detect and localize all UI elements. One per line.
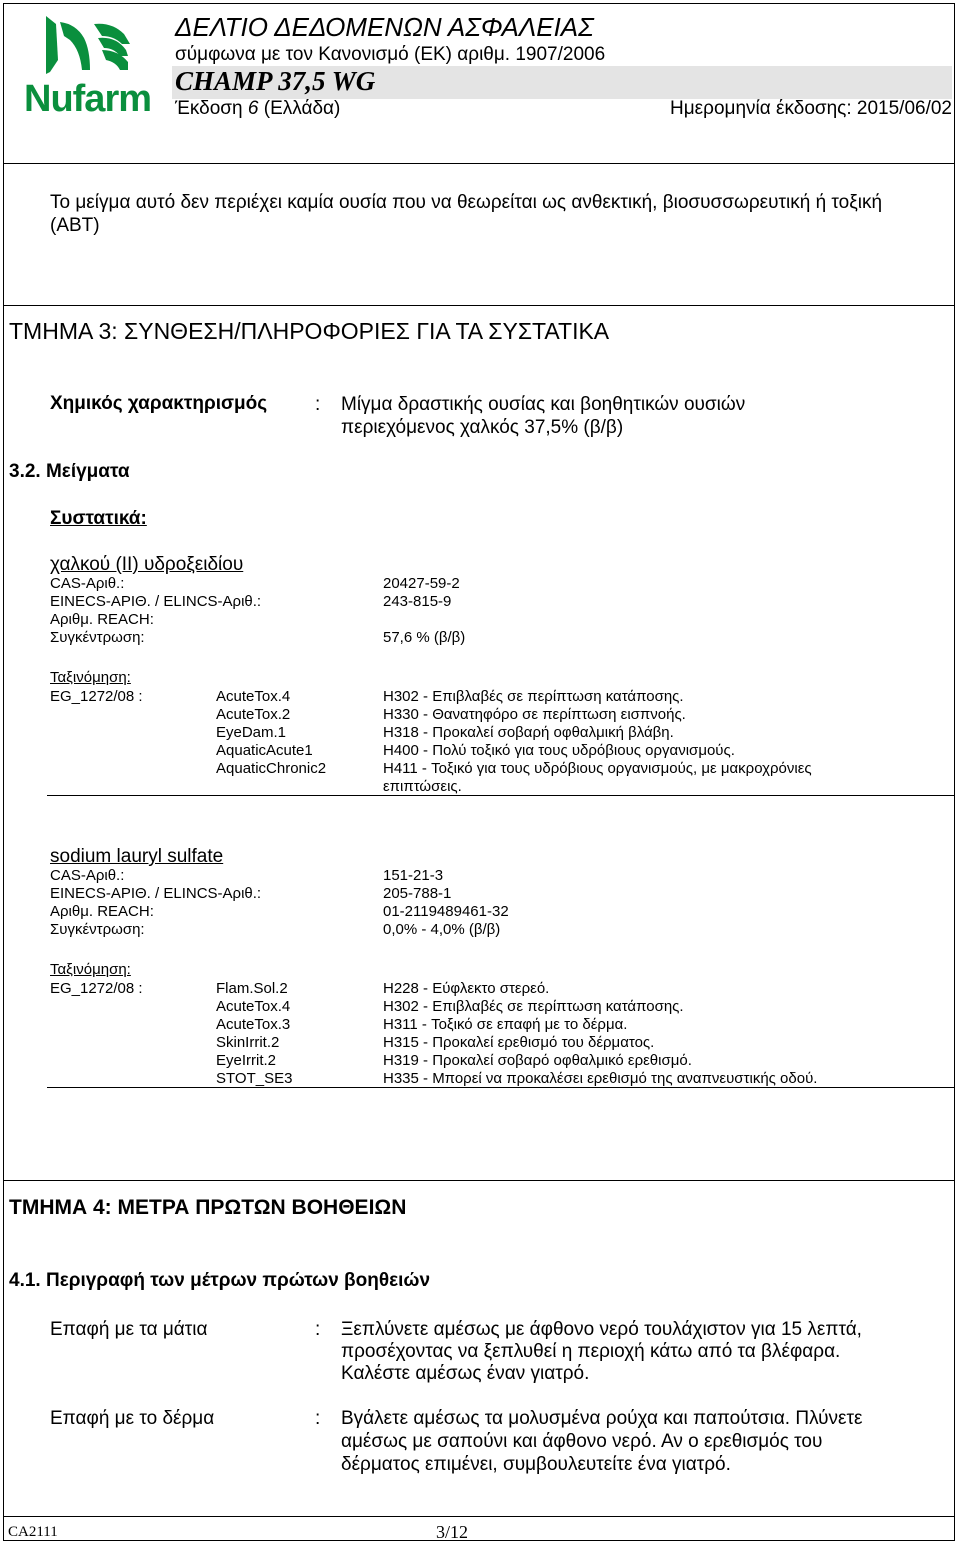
skin-contact-label: Επαφή με το δέρμα	[50, 1408, 215, 1429]
hazard-class: AcuteTox.4	[216, 998, 291, 1015]
cas-label: CAS-Αριθ.:	[50, 575, 125, 592]
ingredient-divider	[47, 1087, 955, 1088]
einecs-label: EINECS-ΑΡΙΘ. / ELINCS-Αριθ.:	[50, 593, 262, 610]
eye-contact-colon: :	[315, 1319, 321, 1340]
regulation-ref: EG_1272/08 :	[50, 980, 143, 997]
hazard-statement: H330 - Θανατηφόρο σε περίπτωση εισπνοής.	[383, 706, 686, 723]
eye-contact-label: Επαφή με τα μάτια	[50, 1319, 208, 1340]
einecs-label: EINECS-ΑΡΙΘ. / ELINCS-Αριθ.:	[50, 885, 262, 902]
chem-colon: :	[315, 394, 321, 415]
concentration-value: 57,6 % (β/β)	[383, 629, 466, 646]
section3-title: ΤΜΗΜΑ 3: ΣΥΝΘΕΣΗ/ΠΛΗΡΟΦΟΡΙΕΣ ΓΙΑ ΤΑ ΣΥΣΤΑΤΙΚΑ	[9, 318, 610, 344]
hazard-class: AcuteTox.4	[216, 688, 291, 705]
section4-title: ΤΜΗΜΑ 4: ΜΕΤΡΑ ΠΡΩΤΩΝ ΒΟΗΘΕΙΩΝ	[9, 1196, 407, 1219]
classification-label: Ταξινόμηση:	[50, 669, 131, 686]
chem-value-line2: περιεχόμενος χαλκός 37,5% (β/β)	[341, 417, 624, 438]
concentration-label: Συγκέντρωση:	[50, 629, 145, 646]
reach-label: Αριθμ. REACH:	[50, 903, 154, 920]
section-divider	[3, 1180, 955, 1181]
hazard-statement: H311 - Τοξικό σε επαφή με το δέρμα.	[383, 1016, 628, 1033]
ingredient-name: χαλκού (II) υδροξειδίου	[50, 554, 244, 575]
hazard-class: SkinIrrit.2	[216, 1034, 280, 1051]
hazard-statement: H228 - Εύφλεκτο στερεό.	[383, 980, 550, 997]
section-divider	[3, 305, 955, 306]
reach-label: Αριθμ. REACH:	[50, 611, 154, 628]
ingredients-heading: Συστατικά:	[50, 508, 147, 529]
hazard-statement: επιπτώσεις.	[383, 778, 462, 795]
cas-value: 151-21-3	[383, 867, 444, 884]
document-title: ΔΕΛΤΙΟ ΔΕΔΟΜΕΝΩΝ ΑΣΦΑΛΕΙΑΣ	[175, 12, 594, 42]
hazard-statement: H335 - Μπορεί να προκαλέσει ερεθισμό της αναπνευστικής οδού.	[383, 1070, 818, 1087]
pbt-statement-line1: Το μείγμα αυτό δεν περιέχει καμία ουσία που να θεωρείται ως ανθεκτική, βιοσυσσωρευτική ή τοξική	[50, 192, 883, 213]
hazard-statement: H400 - Πολύ τοξικό για τους υδρόβιους οργανισμούς.	[383, 742, 735, 759]
chem-characterization-label: Χημικός χαρακτηρισμός	[50, 393, 268, 414]
eye-contact-text: Ξεπλύνετε αμέσως με άφθονο νερό τουλάχιστον για 15 λεπτά,	[341, 1319, 862, 1340]
hazard-class: AcuteTox.3	[216, 1016, 291, 1033]
eye-contact-text: προσέχοντας να ξεπλυθεί η περιοχή κάτω από τα βλέφαρα.	[341, 1341, 841, 1362]
ingredient-name: sodium lauryl sulfate	[50, 846, 224, 867]
hazard-class: EyeDam.1	[216, 724, 287, 741]
hazard-statement: H411 - Τοξικό για τους υδρόβιους οργανισμούς, με μακροχρόνιες	[383, 760, 812, 777]
hazard-class: STOT_SE3	[216, 1070, 293, 1087]
edition	[175, 98, 340, 120]
product-name: CHAMP 37,5 WG	[175, 66, 376, 96]
nufarm-logo	[24, 14, 154, 118]
hazard-statement: H302 - Επιβλαβές σε περίπτωση κατάποσης.	[383, 688, 684, 705]
cas-value: 20427-59-2	[383, 575, 460, 592]
eye-contact-text: Καλέστε αμέσως έναν γιατρό.	[341, 1363, 590, 1384]
regulation-subtitle: σύμφωνα με τον Κανονισμό (ΕΚ) αριθμ. 1907/2006	[175, 44, 606, 65]
chem-value-line1: Μίγμα δραστικής ουσίας και βοηθητικών ουσιών	[341, 394, 746, 415]
concentration-value: 0,0% - 4,0% (β/β)	[383, 921, 501, 938]
issue-date: Ημερομηνία έκδοσης: 2015/06/02	[670, 98, 952, 119]
logo-wordmark: Nufarm	[24, 78, 152, 120]
first-aid-subtitle: 4.1. Περιγραφή των μέτρων πρώτων βοηθειών	[9, 1270, 431, 1291]
document-code: CA2111	[8, 1524, 58, 1540]
hazard-class: AquaticAcute1	[216, 742, 313, 759]
pbt-statement-line2: (ΑΒΤ)	[50, 215, 100, 236]
footer-divider	[3, 1516, 955, 1517]
edition-country: (Ελλάδα)	[263, 98, 341, 119]
hazard-statement: H302 - Επιβλαβές σε περίπτωση κατάποσης.	[383, 998, 684, 1015]
hazard-class: AquaticChronic2	[216, 760, 327, 777]
header-divider	[3, 163, 955, 164]
mixtures-subtitle: 3.2. Μείγματα	[9, 461, 130, 482]
hazard-class: AcuteTox.2	[216, 706, 291, 723]
einecs-value: 205-788-1	[383, 885, 452, 902]
hazard-statement: H315 - Προκαλεί ερεθισμό του δέρματος.	[383, 1034, 655, 1051]
hazard-statement: H319 - Προκαλεί σοβαρό οφθαλμικό ερεθισμό.	[383, 1052, 692, 1069]
skin-contact-text: Βγάλετε αμέσως τα μολυσμένα ρούχα και παπούτσια. Πλύνετε	[341, 1408, 863, 1429]
cas-label: CAS-Αριθ.:	[50, 867, 125, 884]
concentration-label: Συγκέντρωση:	[50, 921, 145, 938]
edition-number: 6	[247, 98, 259, 119]
page-number: 3/12	[436, 1522, 469, 1542]
einecs-value: 243-815-9	[383, 593, 452, 610]
hazard-class: Flam.Sol.2	[216, 980, 288, 997]
hazard-class: EyeIrrit.2	[216, 1052, 277, 1069]
skin-contact-colon: :	[315, 1408, 321, 1429]
hazard-statement: H318 - Προκαλεί σοβαρή οφθαλμική βλάβη.	[383, 724, 674, 741]
skin-contact-text: δέρματος επιμένει, συμβουλευτείτε ένα γιατρό.	[341, 1454, 731, 1475]
reach-value: 01-2119489461-32	[383, 903, 509, 920]
regulation-ref: EG_1272/08 :	[50, 688, 143, 705]
ingredient-divider	[47, 795, 955, 796]
classification-label: Ταξινόμηση:	[50, 961, 131, 978]
edition-prefix: Έκδοση	[175, 98, 243, 119]
skin-contact-text: αμέσως με σαπούνι και άφθονο νερό. Αν ο ερεθισμός του	[341, 1431, 823, 1452]
